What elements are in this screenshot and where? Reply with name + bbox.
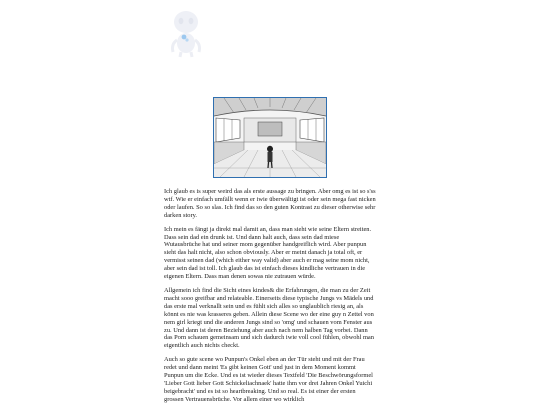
paragraph-3: Allgemein ich find die Sicht eines kindes& die Erfahrungen, die man zu der Zeit macht sooo greifbar and relateable. Einerseits diese typische Jungs vs Mädels und das erste mal verknallt sein und es fühlt sich alles so unglaublich riesig an, als könnt es nie was krasseres geben. Allein diese Scene wo der eine guy n Zettel von nem girl kriegt und die anderen Jungs sind so 'omg' und schauen vom Fenster aus zu. Und dann ist deren Beziehung aber auch nach nem halben Tag vorbei. Dann das Porn schauen gemeinsam und sich dadurch iwie voll cool fühlen, obwohl man eigentlich auch nichts checkt. — [164, 286, 374, 350]
article-body — [164, 188, 376, 405]
paragraph-4: Auch so gute scene wo Punpun's Onkel eben an der Tür steht und mit der Frau redet und dann meint 'Es gibt keinen Gott' und just in dem Moment kommt Punpun um die Ecke. Und es ist wieder dieses Textfeld 'Die Beschwörungsformel 'Lieber Gott lieber Gott Schickeliachnaek' hatte ihm vor drei Jahren Onkel Yuichi beigebracht' und es ist so heartbreaking. Und so real. Es ist einer der ersten grossen Vertrauensbrüche. Vor allem einer wo wirklich — [164, 356, 373, 403]
mascot-image — [166, 8, 206, 58]
manga-panel-image — [213, 97, 327, 178]
paragraph-2: Ich mein es fängt ja direkt mal damit an, dass man sieht wie seine Eltern streiten. Dass sein dad ein drunk ist. Und dann halt auch, dass sein dad miese Wutausbrüche hat und seiner mom gegenüber handgreiflich wird. Aber punpun sieht das halt nicht, also schon obviously. Aber er meint danach ja total oft, er vermisst seinen dad (which either way valid) aber auch er mag seine mom nicht, aber sein dad ist toll. Ich glaub das ist einfach dieses kindliche vertrauen in die eigenen Eltern. Dass man denen sowas nie zutrauen würde. — [164, 225, 372, 281]
paragraph-1: Ich glaub es is super weird das als erste aussage zu bringen. Aber omg es ist so s'ss wtf. Wie er einfach umfällt wenn er iwie überwältigt ist oder sein mega fast nicken oder laufen. So so slas. Ich find das so den guten Kontrast zu dieser otherwise sehr darken story. — [164, 188, 376, 219]
